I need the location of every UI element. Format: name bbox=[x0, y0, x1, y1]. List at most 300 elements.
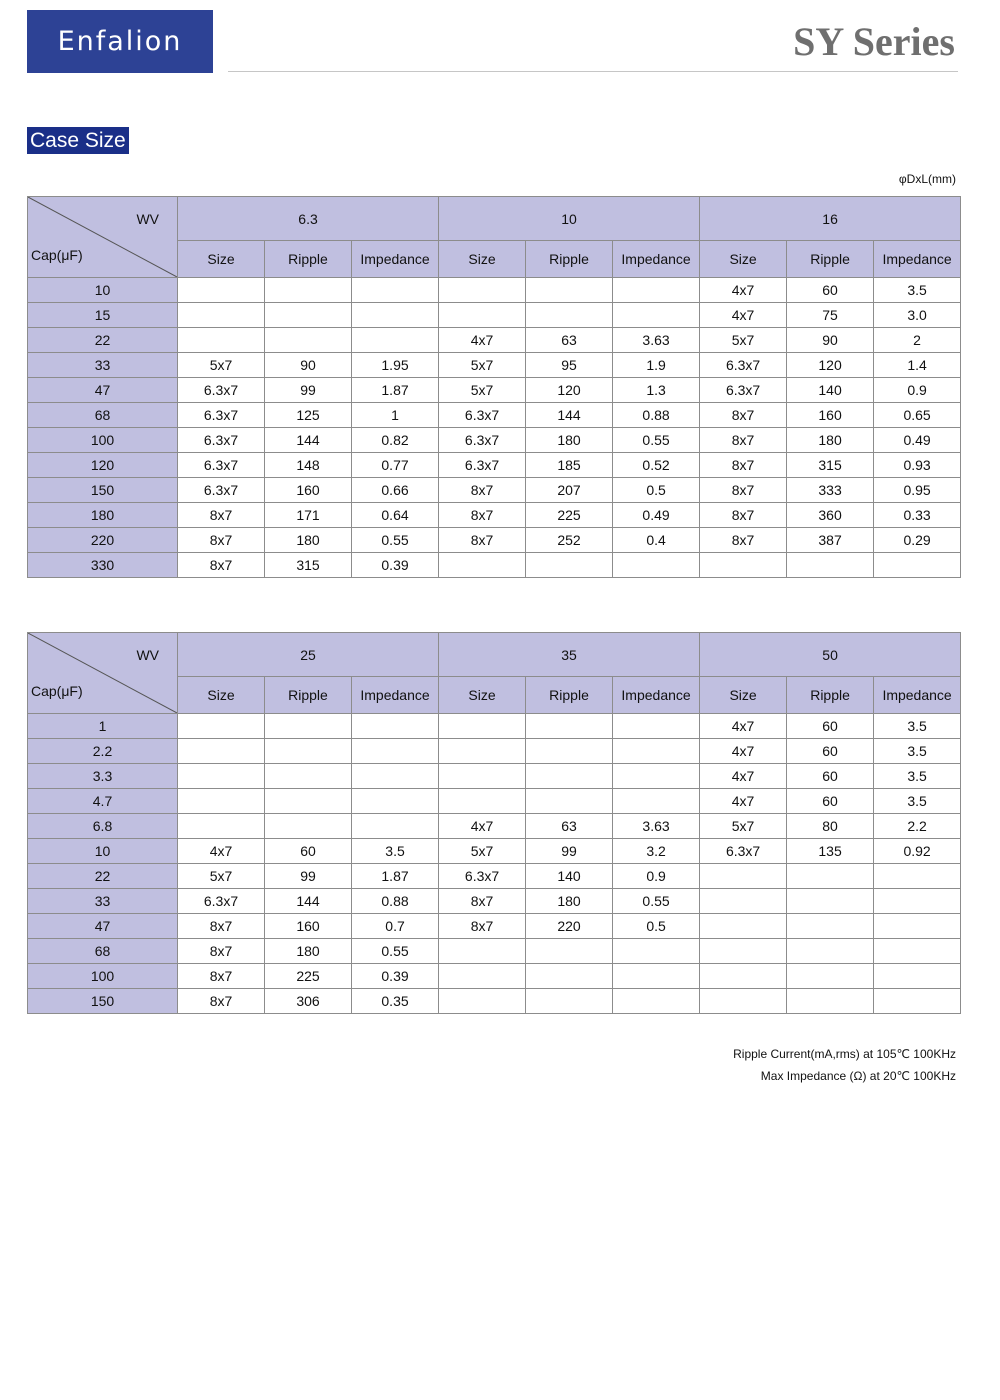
wv-label: WV bbox=[136, 647, 159, 663]
voltage-header: 10 bbox=[439, 197, 700, 241]
table-cell: 60 bbox=[265, 839, 352, 864]
table-row bbox=[28, 839, 961, 864]
table-cell: 8x7 bbox=[178, 528, 265, 553]
table-cell: 0.93 bbox=[874, 453, 961, 478]
table-cell: 3.5 bbox=[874, 714, 961, 739]
ripple-header: Ripple bbox=[787, 677, 874, 714]
table-cell: 99 bbox=[265, 864, 352, 889]
table-cell: 225 bbox=[526, 503, 613, 528]
impedance-header: Impedance bbox=[613, 677, 700, 714]
capacitance-cell: 150 bbox=[28, 478, 178, 503]
diagonal-line bbox=[28, 633, 177, 713]
table-cell: 6.3x7 bbox=[700, 378, 787, 403]
ripple-header: Ripple bbox=[265, 677, 352, 714]
table-cell bbox=[700, 964, 787, 989]
table-cell bbox=[439, 739, 526, 764]
table-cell: 148 bbox=[265, 453, 352, 478]
table-cell bbox=[352, 739, 439, 764]
table-cell bbox=[178, 303, 265, 328]
footnotes bbox=[733, 1043, 956, 1087]
table-cell bbox=[265, 764, 352, 789]
table-row bbox=[28, 478, 961, 503]
table-cell: 0.33 bbox=[874, 503, 961, 528]
voltage-header: 16 bbox=[700, 197, 961, 241]
series-title: SY Series bbox=[793, 19, 955, 64]
table-row bbox=[28, 403, 961, 428]
table-cell: 4x7 bbox=[700, 714, 787, 739]
table-cell: 60 bbox=[787, 764, 874, 789]
table-cell: 1.9 bbox=[613, 353, 700, 378]
table-cell: 60 bbox=[787, 278, 874, 303]
table-cell bbox=[874, 889, 961, 914]
ripple-note: Ripple Current(mA,rms) at 105℃ 100KHz bbox=[733, 1047, 956, 1061]
table-cell: 6.3x7 bbox=[178, 428, 265, 453]
size-header: Size bbox=[700, 677, 787, 714]
table-cell: 60 bbox=[787, 789, 874, 814]
table-cell bbox=[265, 814, 352, 839]
table-cell: 4x7 bbox=[700, 739, 787, 764]
table-row bbox=[28, 914, 961, 939]
table-cell bbox=[613, 553, 700, 578]
voltage-header: 6.3 bbox=[178, 197, 439, 241]
table-cell: 60 bbox=[787, 739, 874, 764]
capacitance-cell: 33 bbox=[28, 889, 178, 914]
table-cell: 0.5 bbox=[613, 478, 700, 503]
case-size-table-high-voltage bbox=[27, 632, 961, 1014]
table-cell: 95 bbox=[526, 353, 613, 378]
table-cell: 0.65 bbox=[874, 403, 961, 428]
table-cell bbox=[787, 553, 874, 578]
table-row bbox=[28, 378, 961, 403]
table-cell bbox=[700, 889, 787, 914]
table-row bbox=[28, 453, 961, 478]
cap-label: Cap(μF) bbox=[31, 683, 83, 699]
table-cell: 80 bbox=[787, 814, 874, 839]
table-cell: 315 bbox=[265, 553, 352, 578]
table-cell bbox=[613, 939, 700, 964]
table-cell: 140 bbox=[526, 864, 613, 889]
table-row bbox=[28, 328, 961, 353]
capacitance-cell: 68 bbox=[28, 939, 178, 964]
table-cell: 180 bbox=[787, 428, 874, 453]
table-cell: 0.9 bbox=[613, 864, 700, 889]
table-row bbox=[28, 528, 961, 553]
table-cell bbox=[439, 789, 526, 814]
impedance-header: Impedance bbox=[613, 241, 700, 278]
table-cell: 180 bbox=[265, 528, 352, 553]
table-cell: 1.4 bbox=[874, 353, 961, 378]
table-cell: 0.92 bbox=[874, 839, 961, 864]
table-cell: 5x7 bbox=[439, 839, 526, 864]
capacitance-cell: 68 bbox=[28, 403, 178, 428]
capacitance-cell: 1 bbox=[28, 714, 178, 739]
table-cell: 315 bbox=[787, 453, 874, 478]
table-cell bbox=[352, 789, 439, 814]
table-cell: 180 bbox=[265, 939, 352, 964]
table-cell bbox=[265, 303, 352, 328]
table-cell: 3.5 bbox=[874, 739, 961, 764]
table-cell: 171 bbox=[265, 503, 352, 528]
table-cell: 6.3x7 bbox=[439, 403, 526, 428]
table-cell: 4x7 bbox=[700, 303, 787, 328]
capacitance-cell: 2.2 bbox=[28, 739, 178, 764]
table-cell bbox=[526, 303, 613, 328]
table-cell bbox=[439, 939, 526, 964]
diagonal-line bbox=[28, 197, 177, 277]
table-cell: 6.3x7 bbox=[439, 864, 526, 889]
table-cell bbox=[787, 989, 874, 1014]
table-cell: 135 bbox=[787, 839, 874, 864]
ripple-header: Ripple bbox=[265, 241, 352, 278]
table-cell bbox=[439, 764, 526, 789]
table-cell: 144 bbox=[265, 428, 352, 453]
table-cell bbox=[700, 989, 787, 1014]
capacitance-cell: 3.3 bbox=[28, 764, 178, 789]
table-cell bbox=[526, 764, 613, 789]
table-cell bbox=[787, 939, 874, 964]
table-cell bbox=[352, 328, 439, 353]
table-cell bbox=[352, 764, 439, 789]
table-cell: 6.3x7 bbox=[178, 478, 265, 503]
table-cell bbox=[178, 814, 265, 839]
capacitance-cell: 150 bbox=[28, 989, 178, 1014]
table-cell: 5x7 bbox=[178, 353, 265, 378]
table-cell: 3.0 bbox=[874, 303, 961, 328]
table-cell bbox=[787, 864, 874, 889]
table-cell bbox=[613, 714, 700, 739]
table-cell bbox=[613, 989, 700, 1014]
capacitance-cell: 220 bbox=[28, 528, 178, 553]
table-cell bbox=[526, 989, 613, 1014]
table-cell bbox=[613, 739, 700, 764]
table-cell bbox=[178, 278, 265, 303]
table-cell bbox=[874, 553, 961, 578]
table-cell bbox=[439, 964, 526, 989]
table-cell: 160 bbox=[787, 403, 874, 428]
table-cell: 8x7 bbox=[178, 964, 265, 989]
table-cell bbox=[874, 914, 961, 939]
table-cell: 8x7 bbox=[178, 914, 265, 939]
table-cell: 5x7 bbox=[439, 378, 526, 403]
table-cell: 0.39 bbox=[352, 964, 439, 989]
capacitance-cell: 22 bbox=[28, 864, 178, 889]
table-cell bbox=[439, 989, 526, 1014]
table-cell bbox=[613, 789, 700, 814]
table-cell: 8x7 bbox=[700, 528, 787, 553]
table-cell: 160 bbox=[265, 478, 352, 503]
table-cell: 6.3x7 bbox=[178, 378, 265, 403]
impedance-header: Impedance bbox=[874, 241, 961, 278]
table-cell: 6.3x7 bbox=[700, 353, 787, 378]
table-cell bbox=[700, 864, 787, 889]
table-cell: 8x7 bbox=[178, 553, 265, 578]
table-cell: 306 bbox=[265, 989, 352, 1014]
table-cell: 4x7 bbox=[700, 764, 787, 789]
table-cell bbox=[613, 964, 700, 989]
capacitance-cell: 6.8 bbox=[28, 814, 178, 839]
table-cell: 3.5 bbox=[874, 789, 961, 814]
table-cell: 63 bbox=[526, 814, 613, 839]
table-cell: 8x7 bbox=[178, 503, 265, 528]
ripple-header: Ripple bbox=[526, 677, 613, 714]
table-cell: 3.5 bbox=[352, 839, 439, 864]
table-cell: 180 bbox=[526, 889, 613, 914]
table-cell: 387 bbox=[787, 528, 874, 553]
capacitance-cell: 33 bbox=[28, 353, 178, 378]
table-cell: 120 bbox=[787, 353, 874, 378]
table-cell bbox=[439, 278, 526, 303]
table-row bbox=[28, 939, 961, 964]
table-cell: 8x7 bbox=[178, 939, 265, 964]
capacitance-cell: 10 bbox=[28, 278, 178, 303]
table-cell bbox=[787, 964, 874, 989]
table-cell: 0.64 bbox=[352, 503, 439, 528]
table-cell bbox=[265, 328, 352, 353]
capacitance-cell: 100 bbox=[28, 964, 178, 989]
table-cell: 8x7 bbox=[178, 989, 265, 1014]
table-cell: 160 bbox=[265, 914, 352, 939]
table-cell: 225 bbox=[265, 964, 352, 989]
table-cell: 0.88 bbox=[352, 889, 439, 914]
table-cell bbox=[613, 278, 700, 303]
table-cell: 5x7 bbox=[439, 353, 526, 378]
table-row bbox=[28, 864, 961, 889]
table-cell: 3.5 bbox=[874, 764, 961, 789]
table-cell: 99 bbox=[526, 839, 613, 864]
table-cell: 333 bbox=[787, 478, 874, 503]
table-cell: 8x7 bbox=[439, 528, 526, 553]
table-row bbox=[28, 789, 961, 814]
unit-note: φDxL(mm) bbox=[898, 172, 956, 186]
capacitance-cell: 10 bbox=[28, 839, 178, 864]
table-cell: 8x7 bbox=[439, 914, 526, 939]
table-cell: 120 bbox=[526, 378, 613, 403]
table-cell bbox=[439, 553, 526, 578]
cap-label: Cap(μF) bbox=[31, 247, 83, 263]
table-cell: 0.29 bbox=[874, 528, 961, 553]
table-cell bbox=[526, 939, 613, 964]
ripple-header: Ripple bbox=[526, 241, 613, 278]
table-cell bbox=[265, 789, 352, 814]
table-cell bbox=[526, 964, 613, 989]
table-cell: 0.55 bbox=[352, 939, 439, 964]
table-cell: 0.7 bbox=[352, 914, 439, 939]
table-cell bbox=[178, 328, 265, 353]
table-cell bbox=[178, 714, 265, 739]
corner-header bbox=[28, 197, 178, 278]
table-cell: 360 bbox=[787, 503, 874, 528]
ripple-header: Ripple bbox=[787, 241, 874, 278]
table-cell: 1.95 bbox=[352, 353, 439, 378]
table-row bbox=[28, 814, 961, 839]
table-cell bbox=[874, 989, 961, 1014]
impedance-header: Impedance bbox=[352, 677, 439, 714]
table-cell: 3.5 bbox=[874, 278, 961, 303]
table-cell: 0.95 bbox=[874, 478, 961, 503]
table-cell: 3.2 bbox=[613, 839, 700, 864]
table-cell: 8x7 bbox=[439, 478, 526, 503]
impedance-header: Impedance bbox=[352, 241, 439, 278]
table-cell: 6.3x7 bbox=[178, 453, 265, 478]
table-cell: 0.39 bbox=[352, 553, 439, 578]
table-cell: 0.4 bbox=[613, 528, 700, 553]
table-row bbox=[28, 964, 961, 989]
case-size-table-low-voltage bbox=[27, 196, 961, 578]
table-row bbox=[28, 764, 961, 789]
table-cell bbox=[700, 939, 787, 964]
table-cell: 2 bbox=[874, 328, 961, 353]
table-cell bbox=[352, 814, 439, 839]
table-cell bbox=[874, 864, 961, 889]
size-header: Size bbox=[439, 241, 526, 278]
table-cell: 6.3x7 bbox=[178, 889, 265, 914]
brand-logo bbox=[27, 10, 213, 73]
table-cell: 90 bbox=[787, 328, 874, 353]
capacitance-cell: 100 bbox=[28, 428, 178, 453]
table-cell: 180 bbox=[526, 428, 613, 453]
table-row bbox=[28, 303, 961, 328]
voltage-header: 35 bbox=[439, 633, 700, 677]
impedance-header: Impedance bbox=[874, 677, 961, 714]
table-cell bbox=[178, 739, 265, 764]
table-cell: 8x7 bbox=[700, 478, 787, 503]
table-cell bbox=[787, 889, 874, 914]
table-cell bbox=[526, 739, 613, 764]
table-cell: 6.3x7 bbox=[439, 453, 526, 478]
size-header: Size bbox=[178, 241, 265, 278]
table-cell: 0.55 bbox=[613, 889, 700, 914]
table-cell: 4x7 bbox=[700, 278, 787, 303]
table-cell: 252 bbox=[526, 528, 613, 553]
table-cell: 8x7 bbox=[700, 453, 787, 478]
table-cell: 5x7 bbox=[700, 328, 787, 353]
capacitance-cell: 22 bbox=[28, 328, 178, 353]
table-cell: 0.49 bbox=[874, 428, 961, 453]
table-cell: 207 bbox=[526, 478, 613, 503]
table-row bbox=[28, 989, 961, 1014]
table-cell bbox=[265, 714, 352, 739]
table-cell bbox=[178, 764, 265, 789]
table-cell: 125 bbox=[265, 403, 352, 428]
table-cell: 75 bbox=[787, 303, 874, 328]
table-row bbox=[28, 889, 961, 914]
table-cell bbox=[700, 553, 787, 578]
wv-label: WV bbox=[136, 211, 159, 227]
table-cell: 0.77 bbox=[352, 453, 439, 478]
table-cell: 144 bbox=[265, 889, 352, 914]
table-row bbox=[28, 278, 961, 303]
size-header: Size bbox=[178, 677, 265, 714]
table-cell: 4x7 bbox=[700, 789, 787, 814]
corner-header bbox=[28, 633, 178, 714]
table-cell: 0.55 bbox=[352, 528, 439, 553]
table-cell: 2.2 bbox=[874, 814, 961, 839]
table-cell: 8x7 bbox=[700, 403, 787, 428]
table-cell: 4x7 bbox=[439, 814, 526, 839]
table-cell bbox=[352, 303, 439, 328]
table-cell: 5x7 bbox=[178, 864, 265, 889]
table-row bbox=[28, 553, 961, 578]
table-cell: 0.55 bbox=[613, 428, 700, 453]
impedance-note: Max Impedance (Ω) at 20℃ 100KHz bbox=[760, 1069, 956, 1083]
table-cell: 185 bbox=[526, 453, 613, 478]
table-cell: 8x7 bbox=[700, 428, 787, 453]
table-cell: 8x7 bbox=[439, 503, 526, 528]
table-cell: 6.3x7 bbox=[178, 403, 265, 428]
table-cell bbox=[265, 739, 352, 764]
table-cell: 0.66 bbox=[352, 478, 439, 503]
table-cell: 6.3x7 bbox=[700, 839, 787, 864]
table-cell bbox=[439, 303, 526, 328]
table-cell: 140 bbox=[787, 378, 874, 403]
table-cell: 0.35 bbox=[352, 989, 439, 1014]
capacitance-cell: 120 bbox=[28, 453, 178, 478]
table-cell: 63 bbox=[526, 328, 613, 353]
table-cell: 0.5 bbox=[613, 914, 700, 939]
section-title: Case Size bbox=[27, 127, 129, 154]
table-row bbox=[28, 428, 961, 453]
table-cell: 0.9 bbox=[874, 378, 961, 403]
table-row bbox=[28, 739, 961, 764]
table-cell bbox=[613, 303, 700, 328]
table-cell: 0.88 bbox=[613, 403, 700, 428]
table-row bbox=[28, 503, 961, 528]
table-cell: 220 bbox=[526, 914, 613, 939]
table-cell bbox=[178, 789, 265, 814]
table-cell bbox=[265, 278, 352, 303]
capacitance-cell: 330 bbox=[28, 553, 178, 578]
table-cell bbox=[352, 278, 439, 303]
voltage-header: 50 bbox=[700, 633, 961, 677]
table-cell: 99 bbox=[265, 378, 352, 403]
table-cell: 0.82 bbox=[352, 428, 439, 453]
table-cell: 144 bbox=[526, 403, 613, 428]
table-cell bbox=[874, 964, 961, 989]
table-cell bbox=[526, 278, 613, 303]
size-header: Size bbox=[700, 241, 787, 278]
table-cell bbox=[439, 714, 526, 739]
table-cell bbox=[526, 789, 613, 814]
table-cell: 8x7 bbox=[439, 889, 526, 914]
capacitance-cell: 47 bbox=[28, 914, 178, 939]
brand-name: Enfalion bbox=[57, 26, 183, 57]
table-cell: 1 bbox=[352, 403, 439, 428]
table-cell: 90 bbox=[265, 353, 352, 378]
table-cell: 5x7 bbox=[700, 814, 787, 839]
table-cell: 3.63 bbox=[613, 328, 700, 353]
table-cell: 1.3 bbox=[613, 378, 700, 403]
table-cell: 4x7 bbox=[439, 328, 526, 353]
table-cell bbox=[526, 714, 613, 739]
table-cell bbox=[787, 914, 874, 939]
capacitance-cell: 15 bbox=[28, 303, 178, 328]
header-divider bbox=[228, 71, 958, 72]
table-cell: 1.87 bbox=[352, 864, 439, 889]
table-cell bbox=[700, 914, 787, 939]
table-cell bbox=[874, 939, 961, 964]
capacitance-cell: 47 bbox=[28, 378, 178, 403]
table-cell: 1.87 bbox=[352, 378, 439, 403]
table-cell bbox=[526, 553, 613, 578]
table-cell bbox=[613, 764, 700, 789]
table-cell: 4x7 bbox=[178, 839, 265, 864]
size-header: Size bbox=[439, 677, 526, 714]
capacitance-cell: 4.7 bbox=[28, 789, 178, 814]
table-cell: 0.52 bbox=[613, 453, 700, 478]
table-cell: 3.63 bbox=[613, 814, 700, 839]
table-cell: 6.3x7 bbox=[439, 428, 526, 453]
table-cell bbox=[352, 714, 439, 739]
